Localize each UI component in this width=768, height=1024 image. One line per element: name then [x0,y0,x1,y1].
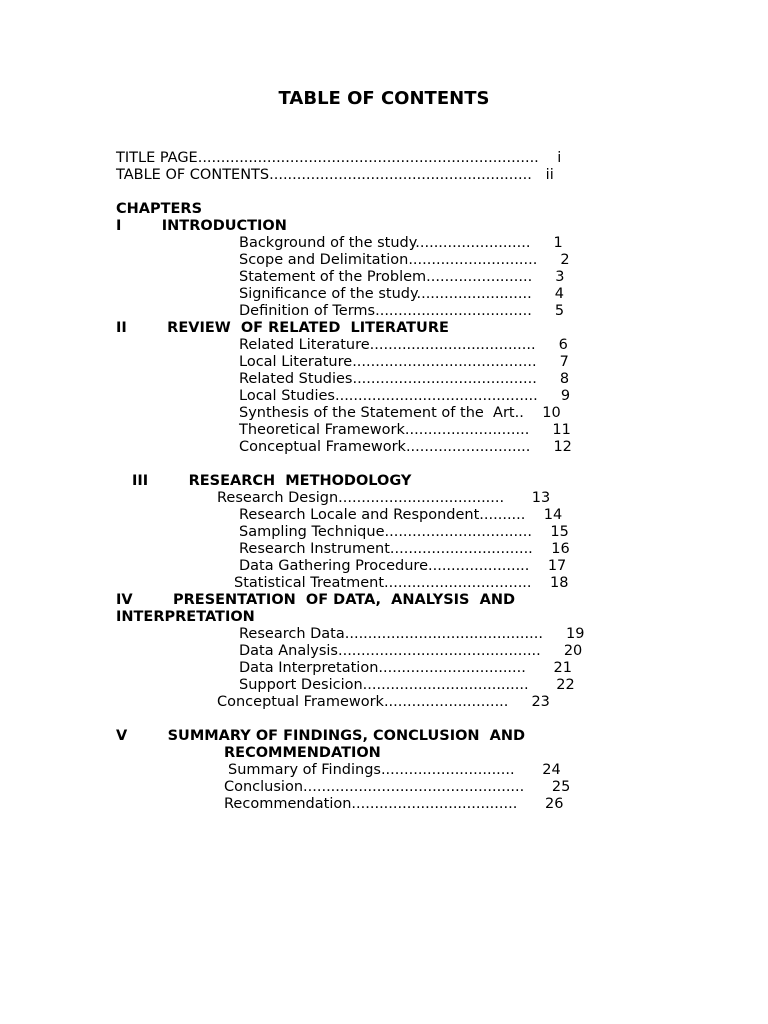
chapter-4-heading: IV PRESENTATION OF DATA, ANALYSIS AND [116,592,515,608]
toc-entry-title-page: TITLE PAGE.......................................................................... i [116,150,562,166]
toc-entry: Significance of the study......................... 4 [239,286,564,302]
toc-entry: Research Data........................................... 19 [239,626,585,642]
toc-entry: Local Studies............................................ 9 [239,388,571,404]
toc-entry: Data Interpretation................................ 21 [239,660,572,676]
toc-entry: Sampling Technique................................ 15 [239,524,569,540]
toc-entry: Conceptual Framework........................... 12 [239,439,572,455]
toc-entry: Data Gathering Procedure...................... 17 [239,558,567,574]
toc-entry: Data Analysis............................................ 20 [239,643,583,659]
toc-entry: Scope and Delimitation............................ 2 [239,252,570,268]
toc-entry: Theoretical Framework........................... 11 [239,422,571,438]
chapters-heading: CHAPTERS [116,201,203,217]
document-title: TABLE OF CONTENTS [278,88,490,109]
toc-entry: Recommendation.................................... 26 [224,796,564,812]
chapter-1-heading: I INTRODUCTION [116,218,287,234]
chapter-5-heading-continued: RECOMMENDATION [224,745,381,761]
toc-entry: Background of the study......................... 1 [239,235,563,251]
toc-entry: Research Instrument............................... 16 [239,541,570,557]
toc-entry: Statement of the Problem....................... 3 [239,269,565,285]
toc-entry: Conclusion................................................ 25 [224,779,571,795]
toc-entry: Research Design.................................... 13 [217,490,551,506]
toc-entry: Synthesis of the Statement of the Art.. 10 [239,405,561,421]
toc-entry: Definition of Terms.................................. 5 [239,303,565,319]
toc-entry: Local Literature........................................ 7 [239,354,569,370]
toc-entry: Summary of Findings............................. 24 [228,762,561,778]
toc-entry-table-of-contents: TABLE OF CONTENTS......................................................... ii [116,167,554,183]
toc-entry: Related Studies........................................ 8 [239,371,570,387]
toc-entry: Statistical Treatment................................ 18 [234,575,569,591]
chapter-2-heading: II REVIEW OF RELATED LITERATURE [116,320,449,336]
toc-entry: Related Literature.................................... 6 [239,337,568,353]
toc-entry: Research Locale and Respondent.......... 14 [239,507,563,523]
toc-entry: Conceptual Framework........................... 23 [217,694,550,710]
chapter-4-heading-continued: INTERPRETATION [116,609,255,625]
toc-entry: Support Desicion.................................... 22 [239,677,575,693]
chapter-3-heading: III RESEARCH METHODOLOGY [132,473,412,489]
chapter-5-heading: V SUMMARY OF FINDINGS, CONCLUSION AND [116,728,526,744]
